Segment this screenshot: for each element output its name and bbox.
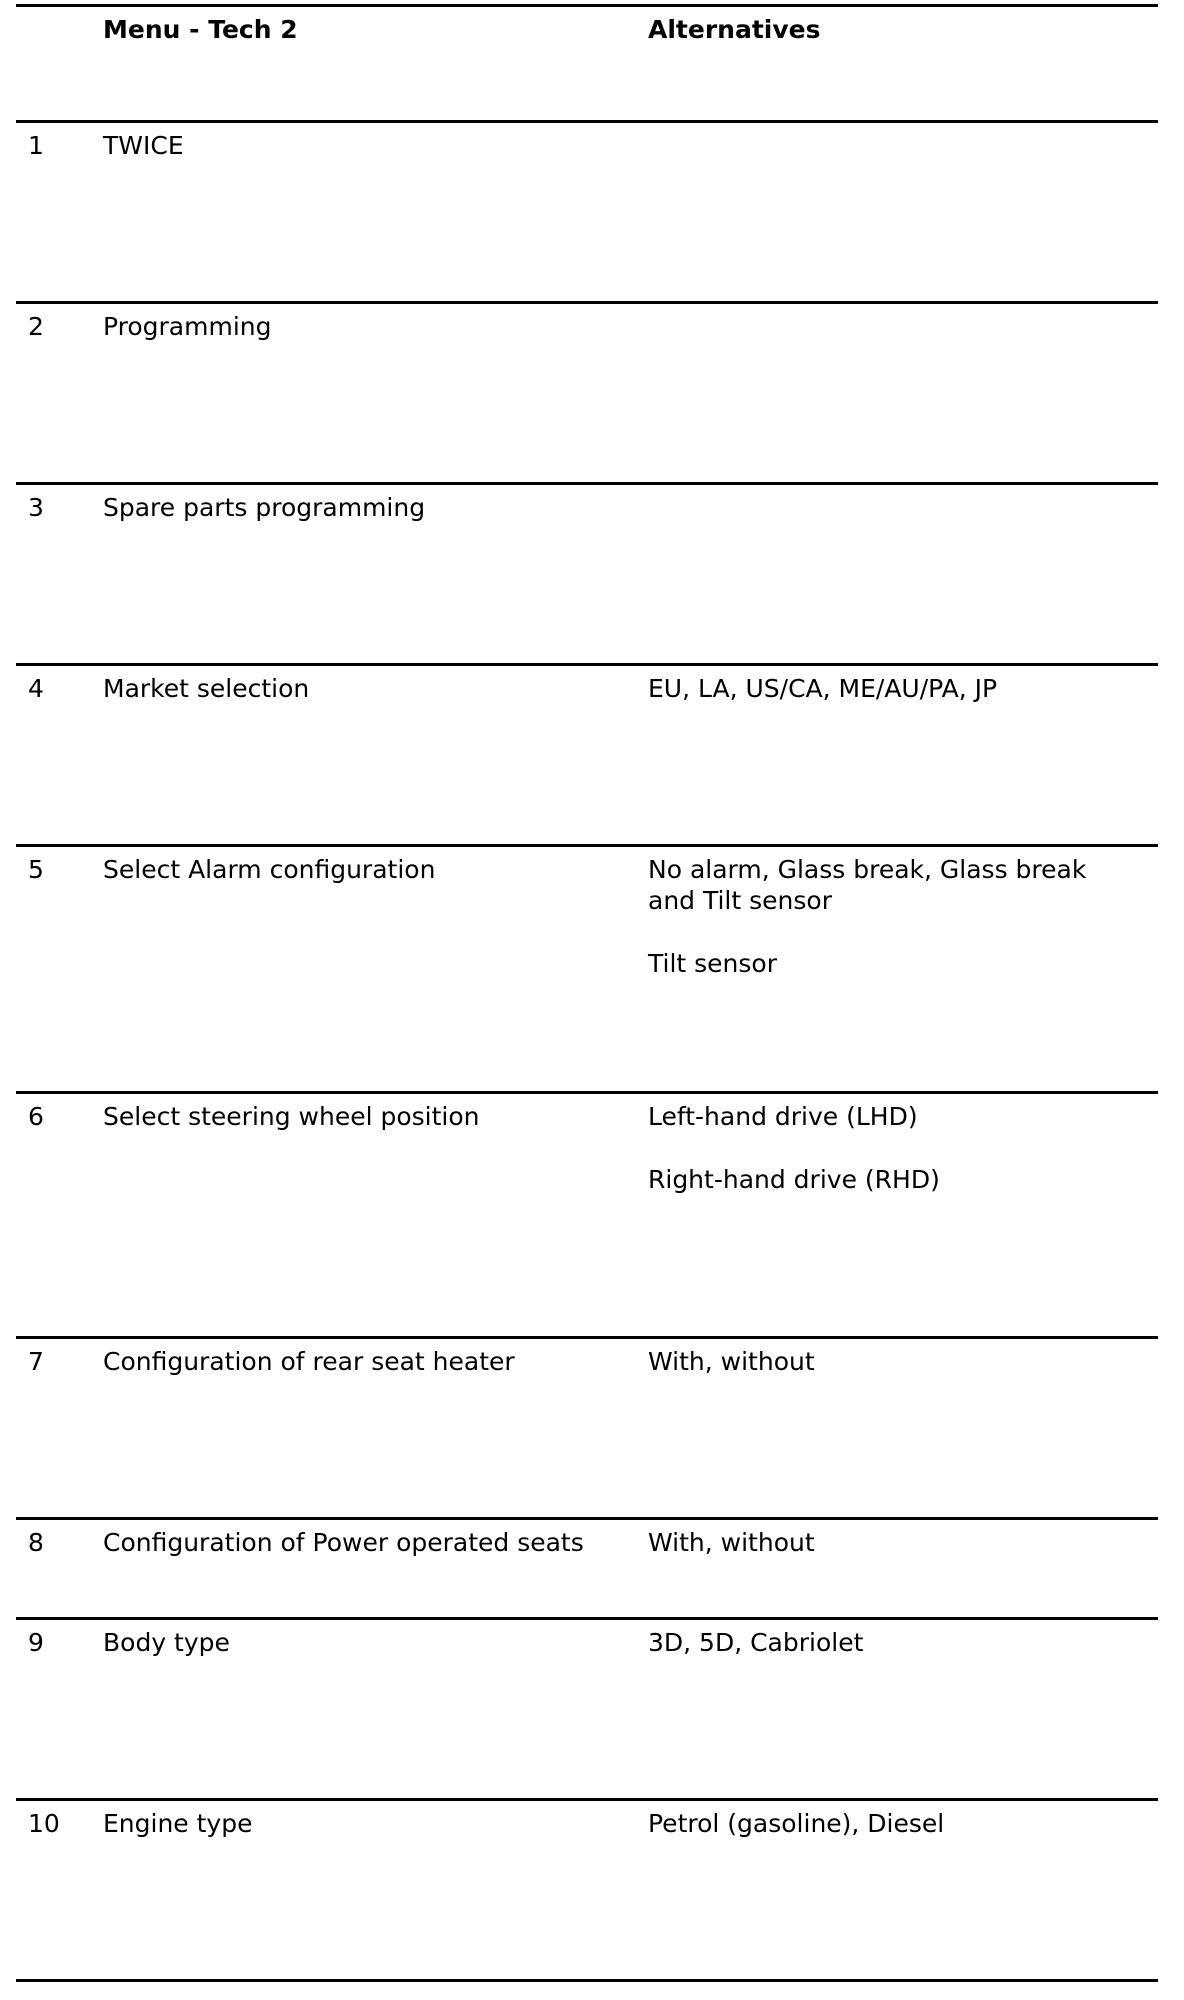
row-alternative: Tilt sensor [648, 949, 777, 978]
table-top-rule [16, 4, 1158, 7]
table-bottom-rule [16, 1979, 1158, 1982]
row-menu-item: TWICE [103, 131, 184, 160]
row-menu-item: Market selection [103, 674, 310, 703]
row-alternatives [648, 854, 1128, 979]
header-menu: Menu - Tech 2 [103, 15, 298, 44]
row-number: 1 [28, 131, 44, 160]
row-divider [16, 1617, 1158, 1620]
row-number: 2 [28, 312, 44, 341]
row-alternative: No alarm, Glass break, Glass break and Tilt sensor [648, 855, 1087, 915]
row-divider [16, 1336, 1158, 1339]
row-number: 6 [28, 1102, 44, 1131]
row-alternative: EU, LA, US/CA, ME/AU/PA, JP [648, 674, 998, 703]
row-alternative: Left-hand drive (LHD) [648, 1102, 918, 1131]
row-alternative: With, without [648, 1347, 815, 1376]
row-divider [16, 301, 1158, 304]
row-divider [16, 482, 1158, 485]
row-alternative: With, without [648, 1528, 815, 1557]
row-number: 3 [28, 493, 44, 522]
row-number: 9 [28, 1628, 44, 1657]
row-menu-item: Engine type [103, 1809, 253, 1838]
row-alternative: Right-hand drive (RHD) [648, 1165, 940, 1194]
row-menu-item: Configuration of Power operated seats [103, 1528, 584, 1557]
row-alternatives [648, 1101, 1128, 1195]
row-number: 8 [28, 1528, 44, 1557]
row-divider [16, 1798, 1158, 1801]
row-divider [16, 1091, 1158, 1094]
row-menu-item: Spare parts programming [103, 493, 426, 522]
row-menu-item: Select Alarm configuration [103, 855, 436, 884]
row-alternative: 3D, 5D, Cabriolet [648, 1628, 864, 1657]
row-number: 10 [28, 1809, 60, 1838]
row-divider [16, 844, 1158, 847]
row-divider [16, 1517, 1158, 1520]
row-menu-item: Select steering wheel position [103, 1102, 480, 1131]
row-divider [16, 663, 1158, 666]
row-menu-item: Body type [103, 1628, 230, 1657]
row-menu-item: Configuration of rear seat heater [103, 1347, 515, 1376]
row-alternative: Petrol (gasoline), Diesel [648, 1809, 945, 1838]
row-divider [16, 120, 1158, 123]
header-alternatives: Alternatives [648, 15, 821, 44]
row-number: 4 [28, 674, 44, 703]
row-menu-item: Programming [103, 312, 272, 341]
row-number: 5 [28, 855, 44, 884]
row-number: 7 [28, 1347, 44, 1376]
